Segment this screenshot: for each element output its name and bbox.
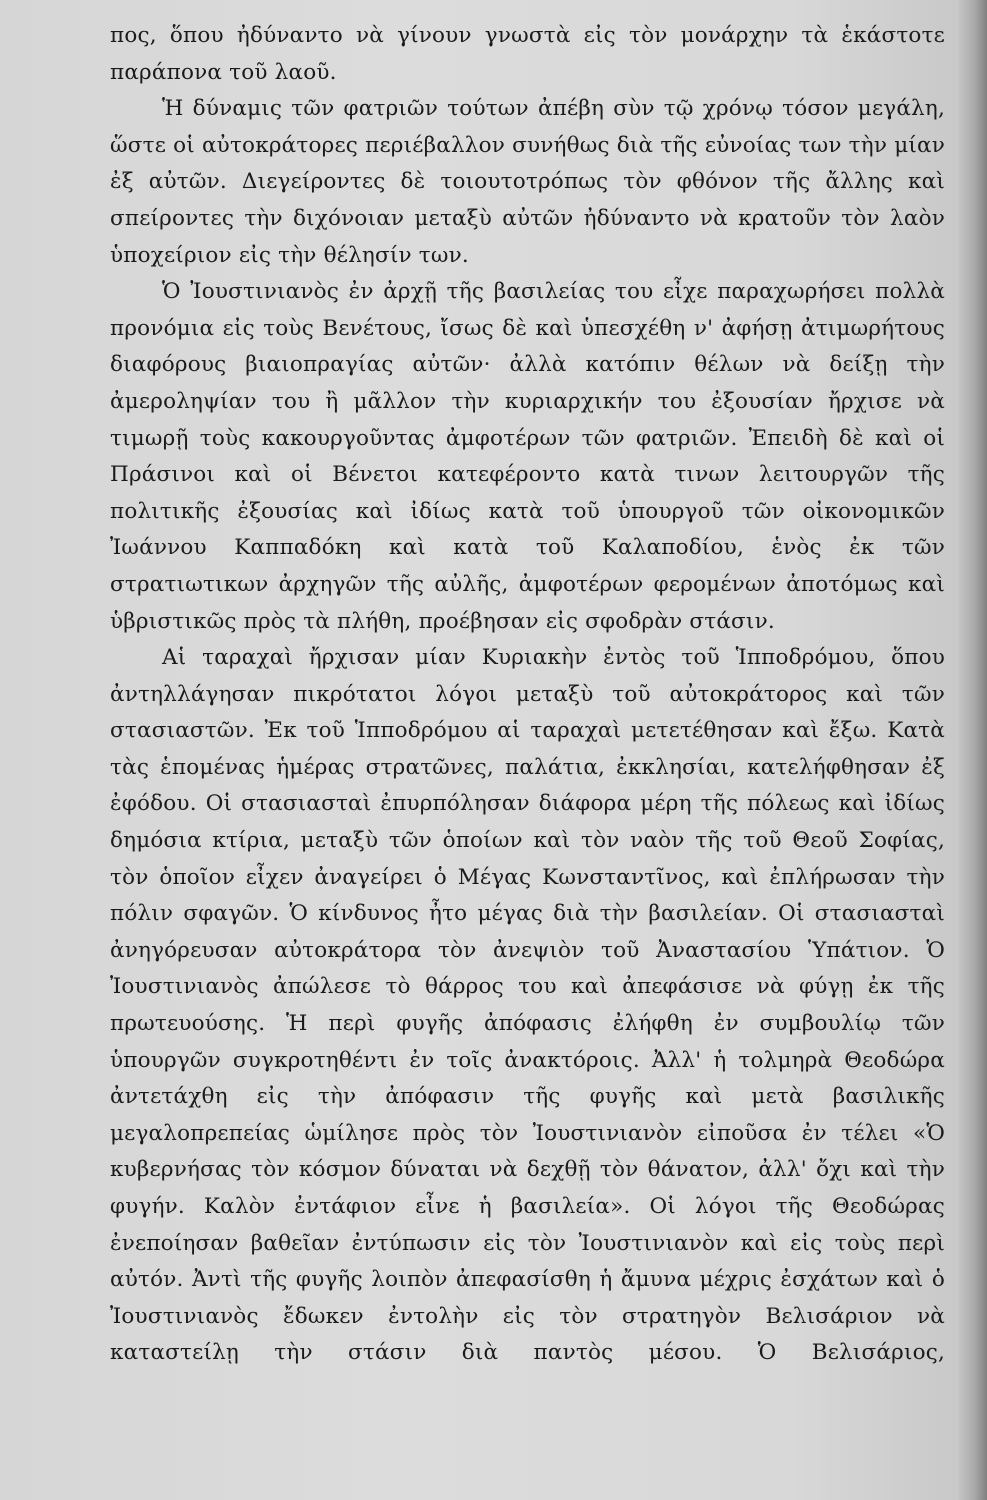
paragraph-continuation: πος, ὅπου ἠδύναντο νὰ γίνουν γνωστὰ εἰς τὸν μονάρχην τὰ ἑκάστοτε παράπονα τοῦ λαοῦ. bbox=[110, 23, 945, 85]
paragraph-nika-riots: Αἱ ταραχαὶ ἤρχισαν μίαν Κυριακὴν ἐντὸς τοῦ Ἱπποδρόμου, ὅπου ἀντηλλάγησαν πικρότατοι λόγοι μεταξὺ τοῦ αὐτοκράτορος καὶ τῶν στασιαστῶν. Ἐκ τοῦ Ἱπποδρόμου αἱ ταραχαὶ μετετέθησαν καὶ ἔξω. Κατὰ τὰς ἑπομένας ἡμέρας στρατῶνες, παλάτια, ἐκκλησίαι, κατελήφθησαν ἐξ ἐφόδου. Οἱ στασιασταὶ ἐπυρπόλησαν διάφορα μέρη τῆς πόλεως καὶ ἰδίως δημόσια κτίρια, μεταξὺ τῶν ὁποίων καὶ τὸν ναὸν τῆς τοῦ Θεοῦ Σοφίας, τὸν ὁποῖον εἶχεν ἀναγείρει ὁ Μέγας Κωνσταντῖνος, καὶ ἐπλήρωσαν τὴν πόλιν σφαγῶν. Ὁ κίνδυνος ἦτο μέγας διὰ τὴν βασιλείαν. Οἱ στασιασταὶ ἀνηγόρευσαν αὐτοκράτορα τὸν ἀνεψιὸν τοῦ Ἀναστασίου Ὑπάτιον. Ὁ Ἰουστινιανὸς ἀπώλεσε τὸ θάρρος του καὶ ἀπεφάσισε νὰ φύγῃ ἐκ τῆς πρωτευούσης. Ἡ περὶ φυγῆς ἀπόφασις ἐλήφθη ἐν συμβουλίῳ τῶν ὑπουργῶν συγκροτηθέντι ἐν τοῖς ἀνακτόροις. Ἀλλ' ἡ τολμηρὰ Θεοδώρα ἀντετάχθη εἰς τὴν ἀπόφασιν τῆς φυγῆς καὶ μετὰ βασιλικῆς μεγαλοπρεπείας ὡμίλησε πρὸς τὸν Ἰουστινιανὸν εἰποῦσα ἐν τέλει «Ὁ κυβερνήσας τὸν κόσμον δύναται νὰ δεχθῇ τὸν θάνατον, ἀλλ' ὄχι καὶ τὴν φυγήν. Καλὸν ἐντάφιον εἶνε ἡ βασιλεία». Οἱ λόγοι τῆς Θεοδώρας ἐνεποίησαν βαθεῖαν ἐντύπωσιν εἰς τὸν Ἰουστινιανὸν καὶ εἰς τοὺς περὶ αὐτόν. Ἀντὶ τῆς φυγῆς λοιπὸν ἀπεφασίσθη ἡ ἄμυνα μέχρις ἐσχάτων καὶ ὁ Ἰουστινιανὸς ἔδωκεν ἐντολὴν εἰς τὸν στρατηγὸν Βελισάριον νὰ καταστείλῃ τὴν στάσιν διὰ παντὸς μέσου. Ὁ Βελισάριος, bbox=[110, 645, 945, 1366]
paragraph-justinian-privileges: Ὁ Ἰουστινιανὸς ἐν ἀρχῇ τῆς βασιλείας του εἶχε παραχωρήσει πολλὰ προνόμια εἰς τοὺς Βενέτους, ἴσως δὲ καὶ ὑπεσχέθη ν' ἀφήσῃ ἀτιμωρήτους διαφόρους βιαιοπραγίας αὐτῶν· ἀλλὰ κατόπιν θέλων νὰ δείξῃ τὴν ἀμεροληψίαν του ἢ μᾶλλον τὴν κυριαρχικήν του ἐξουσίαν ἤρχισε νὰ τιμωρῇ τοὺς κακουργοῦντας ἀμφοτέρων τῶν φατριῶν. Ἐπειδὴ δὲ καὶ οἱ Πράσινοι καὶ οἱ Βένετοι κατεφέροντο κατὰ τινων λειτουργῶν τῆς πολιτικῆς ἐξουσίας καὶ ἰδίως κατὰ τοῦ ὑπουργοῦ τῶν οἰκονομικῶν Ἰωάννου Καππαδόκη καὶ κατὰ τοῦ Καλαποδίου, ἑνὸς ἐκ τῶν στρατιωτικων ἀρχηγῶν τῆς αὐλῆς, ἀμφοτέρων φερομένων ἀποτόμως καὶ ὑβριστικῶς πρὸς τὰ πλήθη, προέβησαν εἰς σφοδρὰν στάσιν. bbox=[110, 279, 945, 634]
paragraph-factions-power: Ἡ δύναμις τῶν φατριῶν τούτων ἀπέβη σὺν τῷ χρόνῳ τόσον μεγάλη, ὥστε οἱ αὐτοκράτορες περιέβαλλον συνήθως διὰ τῆς εὐνοίας των τὴν μίαν ἐξ αὐτῶν. Διεγείροντες δὲ τοιουτοτρόπως τὸν φθόνον τῆς ἄλλης καὶ σπείροντες τὴν διχόνοιαν μεταξὺ αὐτῶν ἠδύναντο νὰ κρατοῦν τὸν λαὸν ὑποχείριον εἰς τὴν θέλησίν των. bbox=[110, 96, 945, 268]
body-text bbox=[110, 18, 945, 1372]
page-edge-shadow bbox=[957, 0, 987, 1500]
